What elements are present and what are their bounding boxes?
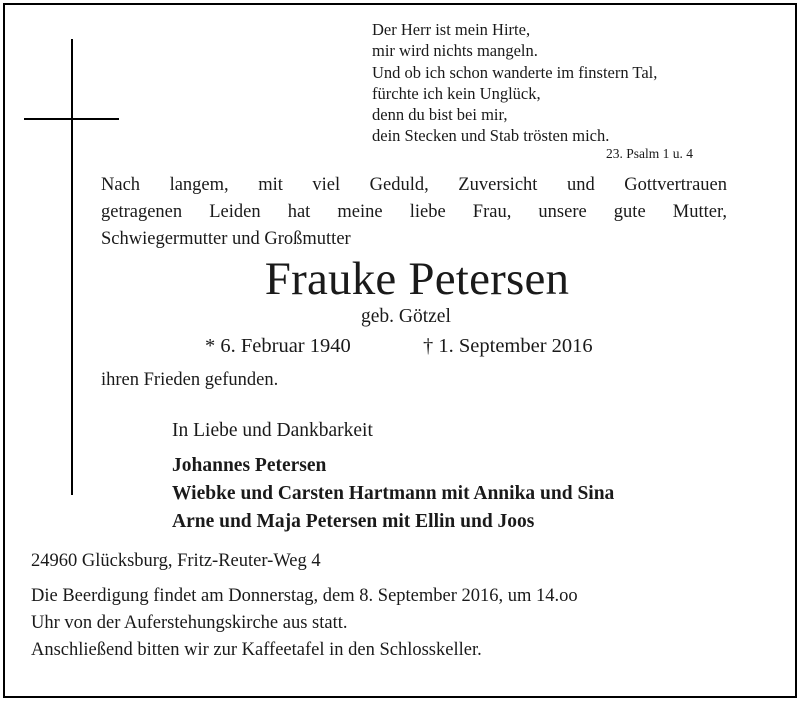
psalm-line: Der Herr ist mein Hirte, (372, 20, 531, 39)
psalm-line: mir wird nichts mangeln. (372, 41, 538, 61)
intro-paragraph (101, 172, 727, 253)
psalm-line: fürchte ich kein Unglück, (372, 83, 541, 103)
funeral-details (31, 583, 578, 664)
peace-line: ihren Frieden gefunden. (101, 370, 279, 390)
maiden-name: geb. Götzel (361, 306, 451, 327)
mourners-list (172, 452, 614, 536)
birth-date: * 6. Februar 1940 (205, 335, 351, 357)
address: 24960 Glücksburg, Fritz-Reuter-Weg 4 (31, 551, 321, 571)
psalm-line: Und ob ich schon wanderte im finstern Tal, (372, 62, 658, 82)
death-date: † 1. September 2016 (423, 335, 593, 357)
mourner-entry: Wiebke und Carsten Hartmann mit Annika und Sina (172, 483, 615, 504)
mourner-entry: Arne und Maja Petersen mit Ellin und Joos (172, 511, 535, 532)
intro-line: getragenen Leiden hat meine liebe Frau, unsere gute Mutter, (101, 202, 727, 222)
funeral-line: Uhr von der Auferstehungskirche aus statt. (31, 613, 348, 633)
funeral-line: Anschließend bitten wir zur Kaffeetafel in den Schlosskeller. (31, 640, 482, 660)
psalm-line: denn du bist bei mir, (372, 105, 508, 125)
psalm-line: dein Stecken und Stab trösten mich. (372, 126, 610, 146)
psalm-verse (372, 19, 657, 147)
funeral-line: Die Beerdigung findet am Donnerstag, dem 8. September 2016, um 14.oo (31, 586, 578, 606)
deceased-name: Frauke Petersen (264, 253, 570, 305)
intro-line: Schwiegermutter und Großmutter (101, 229, 351, 249)
psalm-reference: 23. Psalm 1 u. 4 (606, 146, 694, 161)
mourner-entry: Johannes Petersen (172, 455, 327, 476)
closing-phrase: In Liebe und Dankbarkeit (172, 420, 373, 441)
intro-line: Nach langem, mit viel Geduld, Zuversicht und Gottvertrauen (101, 175, 727, 195)
cross-icon-bar (24, 118, 119, 120)
